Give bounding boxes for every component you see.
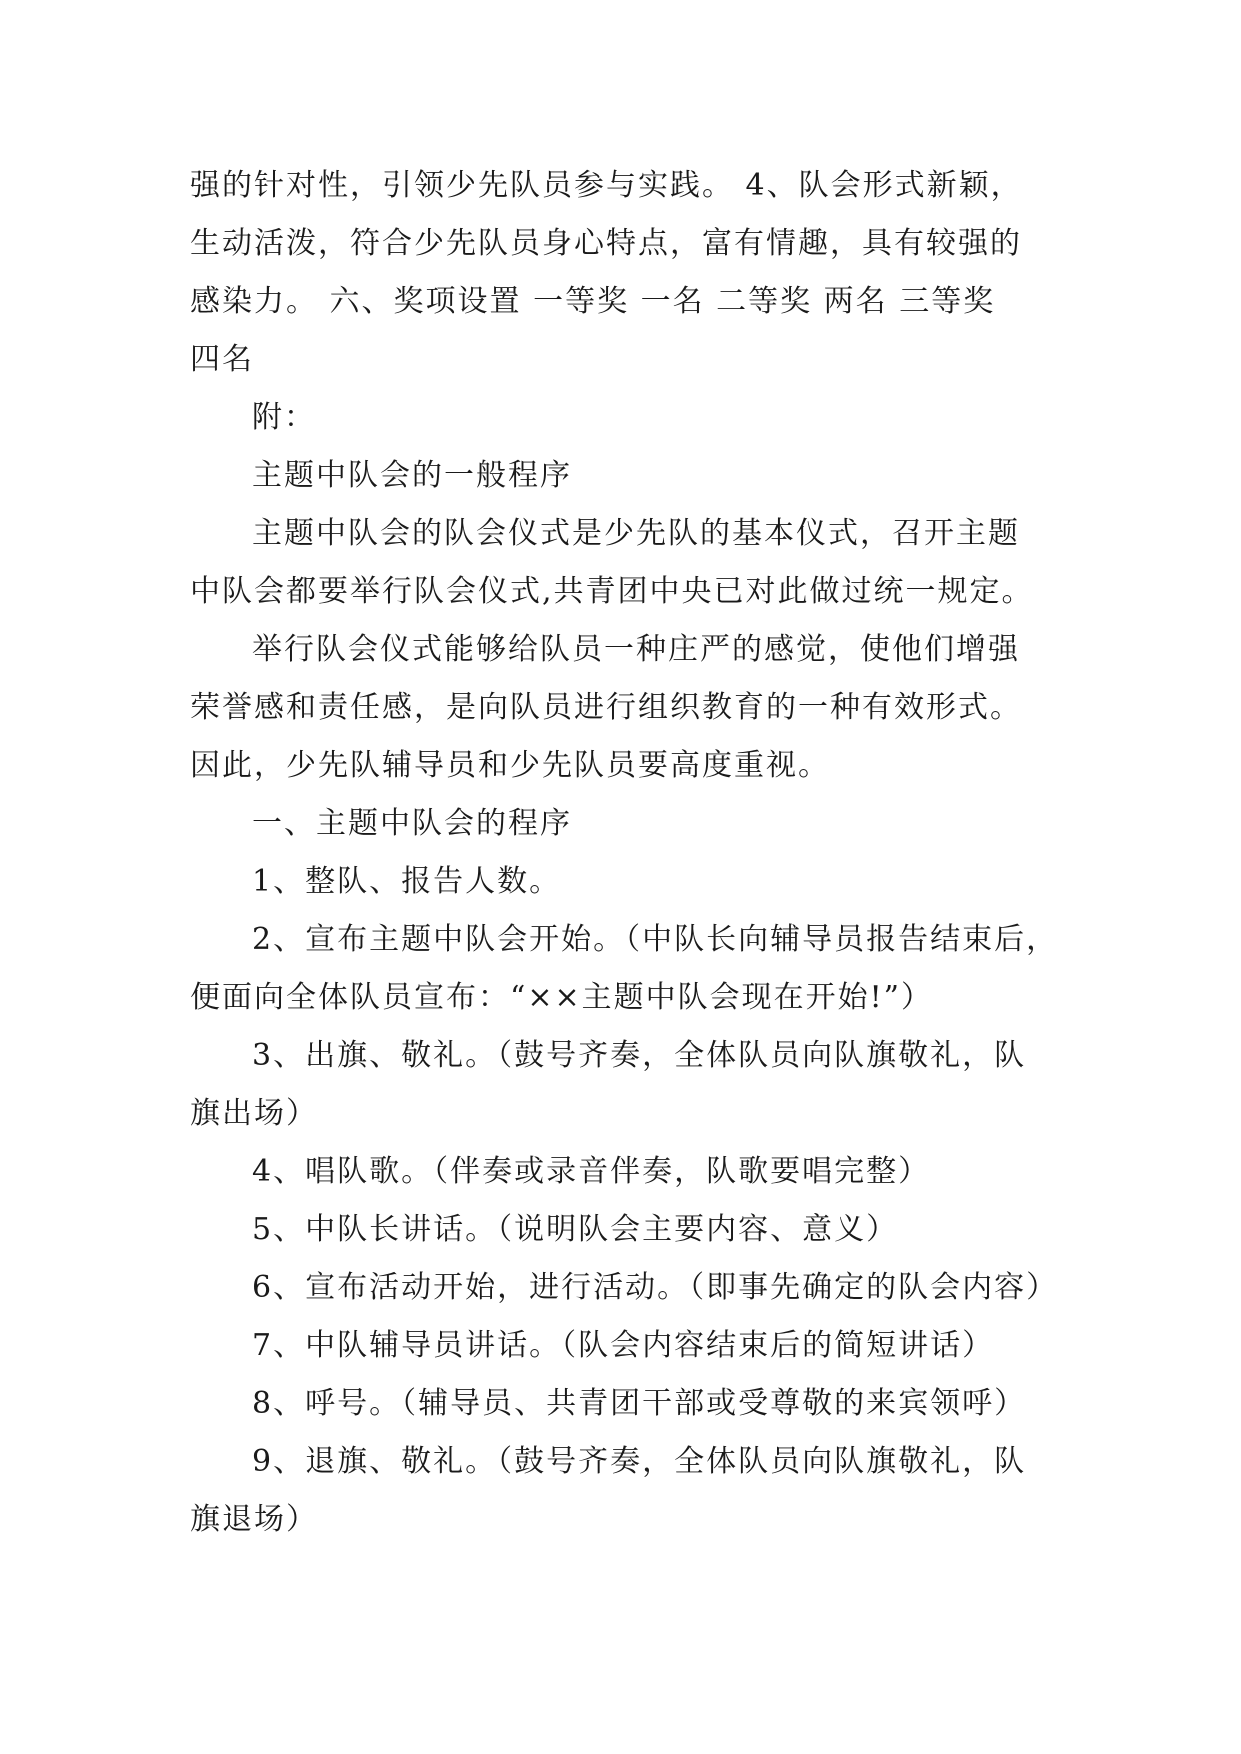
list-item-continuation: 便面向全体队员宣布：“××主题中队会现在开始!”） (190, 980, 934, 1015)
section-heading: 主题中队会的一般程序 (252, 458, 572, 493)
text-line: 四名 (190, 342, 254, 377)
list-item: 6、宣布活动开始，进行活动。（即事先确定的队会内容） (252, 1270, 1059, 1305)
appendix-label: 附： (252, 400, 316, 435)
list-item: 3、出旗、敬礼。（鼓号齐奏，全体队员向队旗敬礼，队 (252, 1038, 1027, 1073)
list-item-continuation: 旗退场） (190, 1502, 318, 1537)
list-item: 2、宣布主题中队会开始。（中队长向辅导员报告结束后， (252, 922, 1059, 957)
text-line: 举行队会仪式能够给队员一种庄严的感觉，使他们增强 (252, 632, 1020, 667)
text-line: 强的针对性，引领少先队员参与实践。 4、队会形式新颖， (190, 168, 1023, 203)
text-line: 生动活泼，符合少先队员身心特点，富有情趣，具有较强的 (190, 226, 1022, 261)
section-heading: 一、主题中队会的程序 (252, 806, 572, 841)
list-item: 5、中队长讲话。（说明队会主要内容、意义） (252, 1212, 899, 1247)
list-item: 9、退旗、敬礼。（鼓号齐奏，全体队员向队旗敬礼，队 (252, 1444, 1027, 1479)
list-item: 1、整队、报告人数。 (252, 864, 562, 899)
text-line: 荣誉感和责任感，是向队员进行组织教育的一种有效形式。 (190, 690, 1022, 725)
text-line: 中队会都要举行队会仪式,共青团中央已对此做过统一规定。 (190, 574, 1034, 609)
list-item: 4、唱队歌。（伴奏或录音伴奏，队歌要唱完整） (252, 1154, 931, 1189)
text-line: 主题中队会的队会仪式是少先队的基本仪式，召开主题 (252, 516, 1020, 551)
text-line: 感染力。 六、奖项设置 一等奖 一名 二等奖 两名 三等奖 (190, 284, 996, 319)
list-item: 7、中队辅导员讲话。（队会内容结束后的简短讲话） (252, 1328, 995, 1363)
list-item-continuation: 旗出场） (190, 1096, 318, 1131)
text-line: 因此，少先队辅导员和少先队员要高度重视。 (190, 748, 830, 783)
list-item: 8、呼号。（辅导员、共青团干部或受尊敬的来宾领呼） (252, 1386, 1027, 1421)
